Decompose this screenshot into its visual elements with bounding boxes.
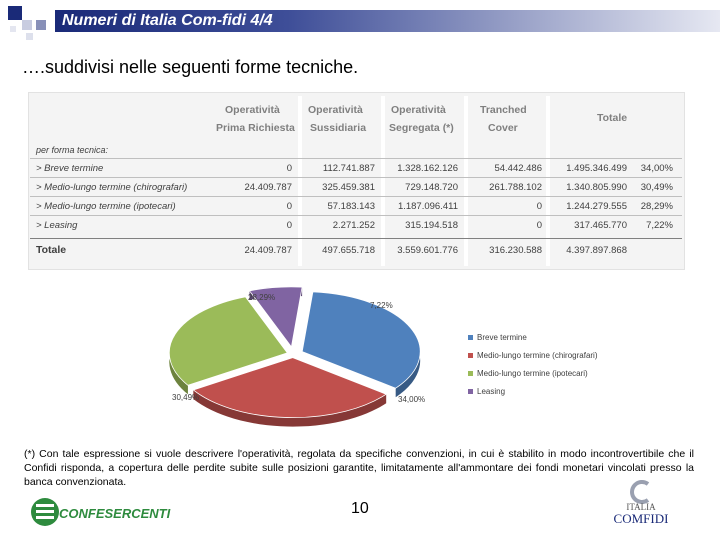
table-group-label: per forma tecnica: bbox=[36, 145, 109, 155]
table-cell: 317.465.770 bbox=[574, 220, 627, 231]
table-divider-total bbox=[30, 238, 682, 239]
header-square-small bbox=[26, 33, 33, 40]
legend-swatch bbox=[468, 389, 473, 394]
header-square-light bbox=[22, 20, 32, 30]
page-title: Numeri di Italia Com-fidi 4/4 bbox=[62, 12, 273, 29]
table-header-col1-line1: Operatività bbox=[225, 104, 280, 116]
table-row-label: > Medio-lungo termine (ipotecari) bbox=[36, 201, 176, 212]
legend-swatch bbox=[468, 371, 473, 376]
table-header-col3-line1: Operatività bbox=[391, 104, 446, 116]
pie-data-label: 28,29% bbox=[248, 293, 276, 302]
confesercenti-logo bbox=[28, 495, 171, 530]
table-cell: 57.183.143 bbox=[327, 201, 375, 212]
header-square-mid bbox=[36, 20, 46, 30]
table-cell: 1.244.279.555 bbox=[566, 201, 627, 212]
confesercenti-logo-text: CONFESERCENTI bbox=[59, 506, 171, 521]
table-cell: 0 bbox=[286, 201, 292, 212]
table-divider bbox=[30, 196, 682, 197]
table-cell: 261.788.102 bbox=[489, 182, 542, 193]
table-divider bbox=[30, 215, 682, 216]
table-header-col4-line1: Tranched bbox=[480, 104, 527, 116]
legend-swatch bbox=[468, 353, 473, 358]
header-square-tiny bbox=[10, 26, 16, 32]
table-cell: 24.409.787 bbox=[244, 182, 292, 193]
table-column-separator bbox=[298, 96, 302, 266]
table-cell-percent: 34,00% bbox=[640, 163, 673, 174]
table-header-col1-line2: Prima Richiesta bbox=[216, 122, 295, 134]
table-header-col2-line1: Operatività bbox=[308, 104, 363, 116]
comfidi-logo-text: COMFIDI bbox=[613, 511, 669, 526]
table-cell: 2.271.252 bbox=[332, 220, 375, 231]
pie-data-label: 7,22% bbox=[370, 301, 393, 310]
footnote: (*) Con tale espressione si vuole descrivere l'operatività, regolata da specifiche convenzioni, in cui è stabilito in modo incontrovertibile che il Confidi risponda, a copertura delle perdite subite sulle posizioni garantite, limitatamente all'ammontare dei fondi monetari vincolati presso la banca convenzionata. bbox=[24, 448, 694, 488]
table-cell-percent: 30,49% bbox=[640, 182, 673, 193]
table-total-cell: 497.655.718 bbox=[322, 245, 375, 256]
table-row-label: > Medio-lungo termine (chirografari) bbox=[36, 182, 188, 193]
table-cell: 0 bbox=[536, 220, 542, 231]
table-cell: 1.340.805.990 bbox=[566, 182, 627, 193]
table-cell: 1.328.162.126 bbox=[397, 163, 458, 174]
pie-data-label: 30,49% bbox=[172, 393, 200, 402]
table-header-total: Totale bbox=[597, 112, 628, 124]
table-header-col3-line2: Segregata (*) bbox=[389, 122, 454, 134]
table-cell: 0 bbox=[536, 201, 542, 212]
table-header-col2-line2: Sussidiaria bbox=[310, 122, 367, 134]
table-divider bbox=[30, 158, 682, 159]
table-row-label: > Leasing bbox=[36, 220, 78, 231]
legend-entry: Leasing bbox=[477, 387, 506, 396]
subtitle: ….suddivisi nelle seguenti forme tecniche. bbox=[22, 57, 359, 77]
table-header-col4-line2: Cover bbox=[488, 122, 518, 134]
header-square-dark bbox=[8, 6, 22, 20]
table-cell: 1.495.346.499 bbox=[566, 163, 627, 174]
legend-swatch bbox=[468, 335, 473, 340]
table-cell-percent: 28,29% bbox=[640, 201, 673, 212]
page-number: 10 bbox=[351, 500, 369, 517]
table-cell: 54.442.486 bbox=[494, 163, 542, 174]
pie-chart bbox=[160, 282, 635, 427]
table-cell: 729.148.720 bbox=[405, 182, 458, 193]
table-cell: 112.741.887 bbox=[322, 163, 375, 174]
table-row-label: > Breve termine bbox=[36, 163, 104, 174]
table-total-cell: 24.409.787 bbox=[244, 245, 292, 256]
italia-comfidi-logo bbox=[600, 478, 682, 536]
table-total-cell: 316.230.588 bbox=[489, 245, 542, 256]
table-divider bbox=[30, 177, 682, 178]
table-column-separator bbox=[546, 96, 550, 266]
pie-data-label: 34,00% bbox=[398, 395, 426, 404]
table-column-separator bbox=[381, 96, 385, 266]
table-cell: 0 bbox=[286, 163, 292, 174]
table-cell-percent: 7,22% bbox=[646, 220, 673, 231]
legend-entry: Medio-lungo termine (ipotecari) bbox=[477, 369, 588, 378]
italia-logo-text: ITALIA bbox=[626, 502, 656, 512]
legend-entry: Medio-lungo termine (chirografari) bbox=[477, 351, 598, 360]
table-cell: 0 bbox=[286, 220, 292, 231]
table-total-label: Totale bbox=[36, 244, 67, 256]
table-cell: 325.459.381 bbox=[322, 182, 375, 193]
table-column-separator bbox=[464, 96, 468, 266]
legend-entry: Breve termine bbox=[477, 333, 527, 342]
table-total-cell: 3.559.601.776 bbox=[397, 245, 458, 256]
table-cell: 315.194.518 bbox=[405, 220, 458, 231]
table-cell: 1.187.096.411 bbox=[397, 201, 458, 212]
table-total-cell: 4.397.897.868 bbox=[566, 245, 627, 256]
